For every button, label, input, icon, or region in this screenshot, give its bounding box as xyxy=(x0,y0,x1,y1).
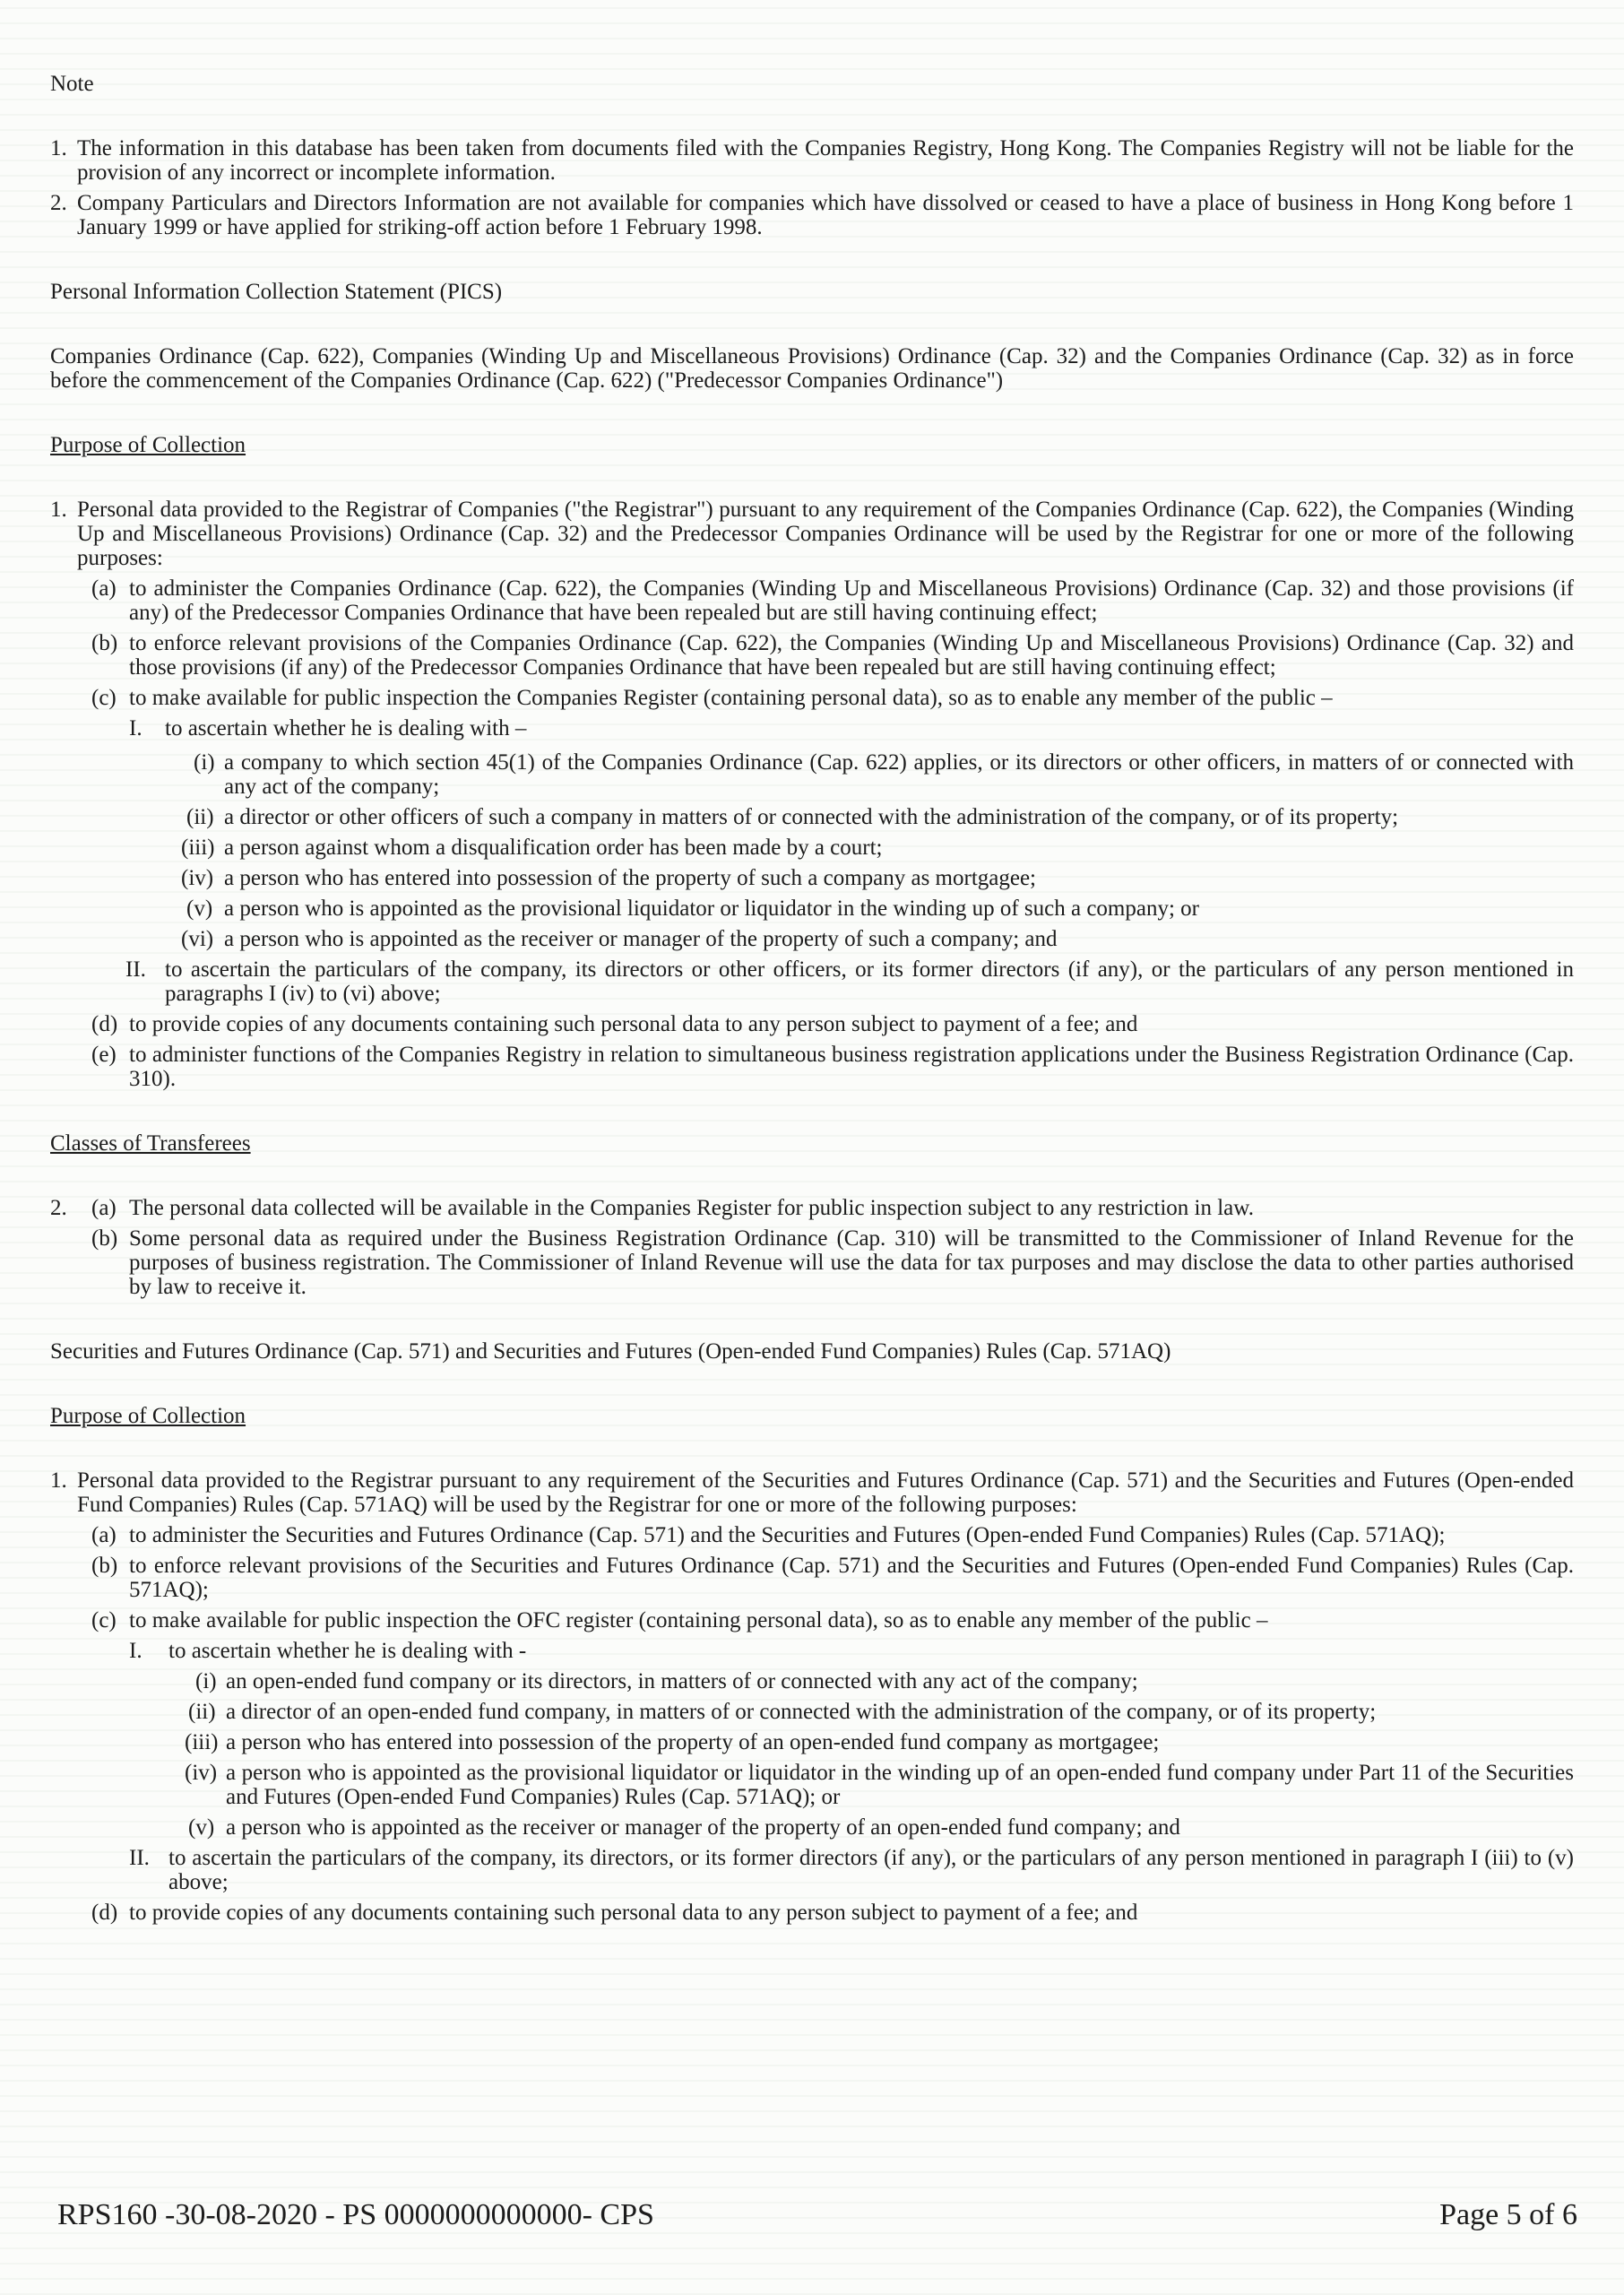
item-number: 1. xyxy=(50,1468,67,1493)
list-item xyxy=(50,1669,1574,1693)
item-text: an open-ended fund company or its directors, in matters of or connected with any act of the company; xyxy=(226,1669,1138,1693)
purpose-list xyxy=(50,1468,1574,1925)
item-label: (a) xyxy=(91,576,117,601)
section-title: Securities and Futures Ordinance (Cap. 571) and Securities and Futures (Open-ended Fund Companies) Rules (Cap. 571AQ) xyxy=(50,1339,1171,1364)
item-label: (v) xyxy=(188,1815,215,1840)
item-text: to ascertain the particulars of the company, its directors or other officers, or its former directors (if any), or the particulars of any person mentioned in paragraphs I (iv) to (vi) above; xyxy=(165,957,1574,1006)
item-text: to ascertain the particulars of the company, its directors, or its former directors (if any), or the particulars of any person mentioned in paragraph I (iii) to (v) above; xyxy=(168,1846,1574,1894)
item-number: 1. xyxy=(50,136,67,160)
item-label: (i) xyxy=(194,750,215,775)
note-heading: Note xyxy=(50,72,94,96)
item-label: I. xyxy=(129,716,143,740)
item-label: (ii) xyxy=(188,1700,216,1724)
item-label: (iii) xyxy=(181,836,215,860)
list-item xyxy=(50,1815,1574,1840)
item-text: a person against whom a disqualification order has been made by a court; xyxy=(224,836,883,860)
item-text: to administer the Securities and Futures Ordinance (Cap. 571) and the Securities and Futures (Open-ended Fund Companies) Rules (Cap. 571AQ); xyxy=(129,1523,1446,1547)
purpose-heading: Purpose of Collection xyxy=(50,1404,246,1428)
item-text: to enforce relevant provisions of the Companies Ordinance (Cap. 622), the Companies (Winding Up and Miscellaneous Provisions) Ordinance (Cap. 32) and those provisions (if any) of the Predecessor Companies Ordinance that have been repealed but are still having continuing effect; xyxy=(129,631,1574,680)
item-text: a person who is appointed as the receiver or manager of the property of an open-ended fund company; and xyxy=(226,1815,1180,1840)
item-label: (iii) xyxy=(185,1730,219,1754)
item-text: Personal data provided to the Registrar pursuant to any requirement of the Securities and Futures Ordinance (Cap. 571) and the Securities and Futures (Open-ended Fund Companies) Rules (Cap. 571AQ) will be used by the Registrar for one or more of the following purposes: xyxy=(77,1468,1574,1517)
item-text: to ascertain whether he is dealing with - xyxy=(168,1639,527,1663)
list-item xyxy=(50,136,1574,185)
list-item xyxy=(50,1608,1574,1632)
item-label: (d) xyxy=(91,1901,118,1925)
item-label: (a) xyxy=(91,1523,117,1547)
list-item xyxy=(50,1901,1574,1925)
item-label: (b) xyxy=(91,1226,118,1251)
list-item xyxy=(50,498,1574,570)
list-item xyxy=(50,750,1574,799)
list-item xyxy=(50,896,1574,921)
item-label: (a) xyxy=(91,1196,117,1220)
item-label: (c) xyxy=(91,1608,117,1632)
item-label: II. xyxy=(125,957,146,982)
transferees-list xyxy=(50,1196,1574,1299)
item-text: to provide copies of any documents containing such personal data to any person subject to payment of a fee; and xyxy=(129,1901,1138,1925)
item-label: (b) xyxy=(91,1554,118,1578)
item-text: to ascertain whether he is dealing with – xyxy=(165,716,527,740)
list-item xyxy=(50,1846,1574,1894)
list-item xyxy=(50,927,1574,951)
item-text: a director or other officers of such a company in matters of or connected with the administration of the company, or of its property; xyxy=(224,805,1399,829)
list-item xyxy=(50,1523,1574,1547)
item-label: (e) xyxy=(91,1043,117,1067)
item-number: 2. xyxy=(50,1196,67,1220)
list-item xyxy=(50,1639,1574,1663)
list-item xyxy=(50,1700,1574,1724)
item-label: I. xyxy=(129,1639,143,1663)
item-text: a person who is appointed as the provisional liquidator or liquidator in the winding up of an open-ended fund company under Part 11 of the Securities and Futures (Open-ended Fund Companies) Rules (Cap. 571AQ); or xyxy=(226,1761,1574,1809)
item-text: to enforce relevant provisions of the Securities and Futures Ordinance (Cap. 571) and the Securities and Futures (Open-ended Fund Companies) Rules (Cap. 571AQ); xyxy=(129,1554,1574,1602)
item-text: a director of an open-ended fund company, in matters of or connected with the administration of the company, or of its property; xyxy=(226,1700,1377,1724)
item-text: a person who has entered into possession of the property of such a company as mortgagee; xyxy=(224,866,1037,890)
item-label: (i) xyxy=(195,1669,217,1693)
item-label: (c) xyxy=(91,686,117,710)
list-item xyxy=(50,191,1574,239)
item-label: (v) xyxy=(186,896,213,921)
item-text: a person who is appointed as the receiver or manager of the property of such a company; and xyxy=(224,927,1058,951)
purpose-heading: Purpose of Collection xyxy=(50,433,246,457)
purpose-list xyxy=(50,498,1574,1091)
list-item xyxy=(50,1730,1574,1754)
item-text: a company to which section 45(1) of the Companies Ordinance (Cap. 622) applies, or its directors or other officers, in matters of or connected with any act of the company; xyxy=(224,750,1574,799)
item-label: (iv) xyxy=(185,1761,218,1785)
item-text: Some personal data as required under the Business Registration Ordinance (Cap. 310) will be transmitted to the Commissioner of Inland Revenue for the purposes of business registration. The Commissioner of Inland Revenue will use the data for tax purposes and may disclose the data to other parties authorised by law to receive it. xyxy=(129,1226,1574,1299)
item-text: Personal data provided to the Registrar of Companies ("the Registrar") pursuant to any requirement of the Companies Ordinance (Cap. 622), the Companies (Winding Up and Miscellaneous Provisions) Ordinance (Cap. 32) and the Predecessor Companies Ordinance will be used by the Registrar for one or more of the following purposes: xyxy=(77,498,1574,570)
list-item xyxy=(50,866,1574,890)
list-item xyxy=(50,686,1574,710)
section-title: Companies Ordinance (Cap. 622), Companies (Winding Up and Miscellaneous Provisions) Ordinance (Cap. 32) and the Companies Ordinance (Cap. 32) as in force before the commencement of the Companies Ordinance (Cap. 622) ("Predecessor Companies Ordinance") xyxy=(50,344,1574,393)
item-text: to administer functions of the Companies Registry in relation to simultaneous business registration applications under the Business Registration Ordinance (Cap. 310). xyxy=(129,1043,1574,1091)
list-item xyxy=(50,805,1574,829)
list-item xyxy=(50,1226,1574,1299)
list-item xyxy=(50,1012,1574,1036)
list-item xyxy=(50,576,1574,625)
item-label: (iv) xyxy=(181,866,214,890)
item-text: a person who is appointed as the provisional liquidator or liquidator in the winding up of such a company; or xyxy=(224,896,1199,921)
item-label: (d) xyxy=(91,1012,118,1036)
list-item xyxy=(50,1554,1574,1602)
page-number: Page 5 of 6 xyxy=(1439,2198,1577,2231)
footer-reference: RPS160 -30-08-2020 - PS 0000000000000- CPS xyxy=(57,2198,654,2231)
item-text: The information in this database has been taken from documents filed with the Companies Registry, Hong Kong. The Companies Registry will not be liable for the provision of any incorrect or incomplete information. xyxy=(77,136,1574,185)
list-item xyxy=(50,1468,1574,1517)
item-text: a person who has entered into possession of the property of an open-ended fund company as mortgagee; xyxy=(226,1730,1160,1754)
list-item xyxy=(50,631,1574,680)
pics-heading: Personal Information Collection Statement (PICS) xyxy=(50,280,503,304)
page-footer xyxy=(57,2198,1577,2232)
item-text: Company Particulars and Directors Information are not available for companies which have dissolved or ceased to have a place of business in Hong Kong before 1 January 1999 or have applied for striking-off action before 1 February 1998. xyxy=(77,191,1574,239)
item-label: II. xyxy=(129,1846,150,1870)
item-text: to administer the Companies Ordinance (Cap. 622), the Companies (Winding Up and Miscellaneous Provisions) Ordinance (Cap. 32) and those provisions (if any) of the Predecessor Companies Ordinance that have been repealed but are still having continuing effect; xyxy=(129,576,1574,625)
note-list xyxy=(50,136,1574,239)
item-text: to provide copies of any documents containing such personal data to any person subject to payment of a fee; and xyxy=(129,1012,1138,1036)
document-page xyxy=(50,72,1574,1931)
item-text: The personal data collected will be available in the Companies Register for public inspection subject to any restriction in law. xyxy=(129,1196,1254,1220)
item-label: (vi) xyxy=(181,927,214,951)
list-item xyxy=(50,1761,1574,1809)
item-label: (b) xyxy=(91,631,118,655)
item-text: to make available for public inspection the OFC register (containing personal data), so as to enable any member of the public – xyxy=(129,1608,1268,1632)
item-text: to make available for public inspection the Companies Register (containing personal data), so as to enable any member of the public – xyxy=(129,686,1333,710)
list-item xyxy=(50,957,1574,1006)
list-item xyxy=(50,836,1574,860)
list-item xyxy=(50,1196,1574,1220)
list-item xyxy=(50,716,1574,740)
item-number: 1. xyxy=(50,498,67,522)
list-item xyxy=(50,1043,1574,1091)
transferees-heading: Classes of Transferees xyxy=(50,1131,251,1156)
item-number: 2. xyxy=(50,191,67,215)
item-label: (ii) xyxy=(186,805,214,829)
